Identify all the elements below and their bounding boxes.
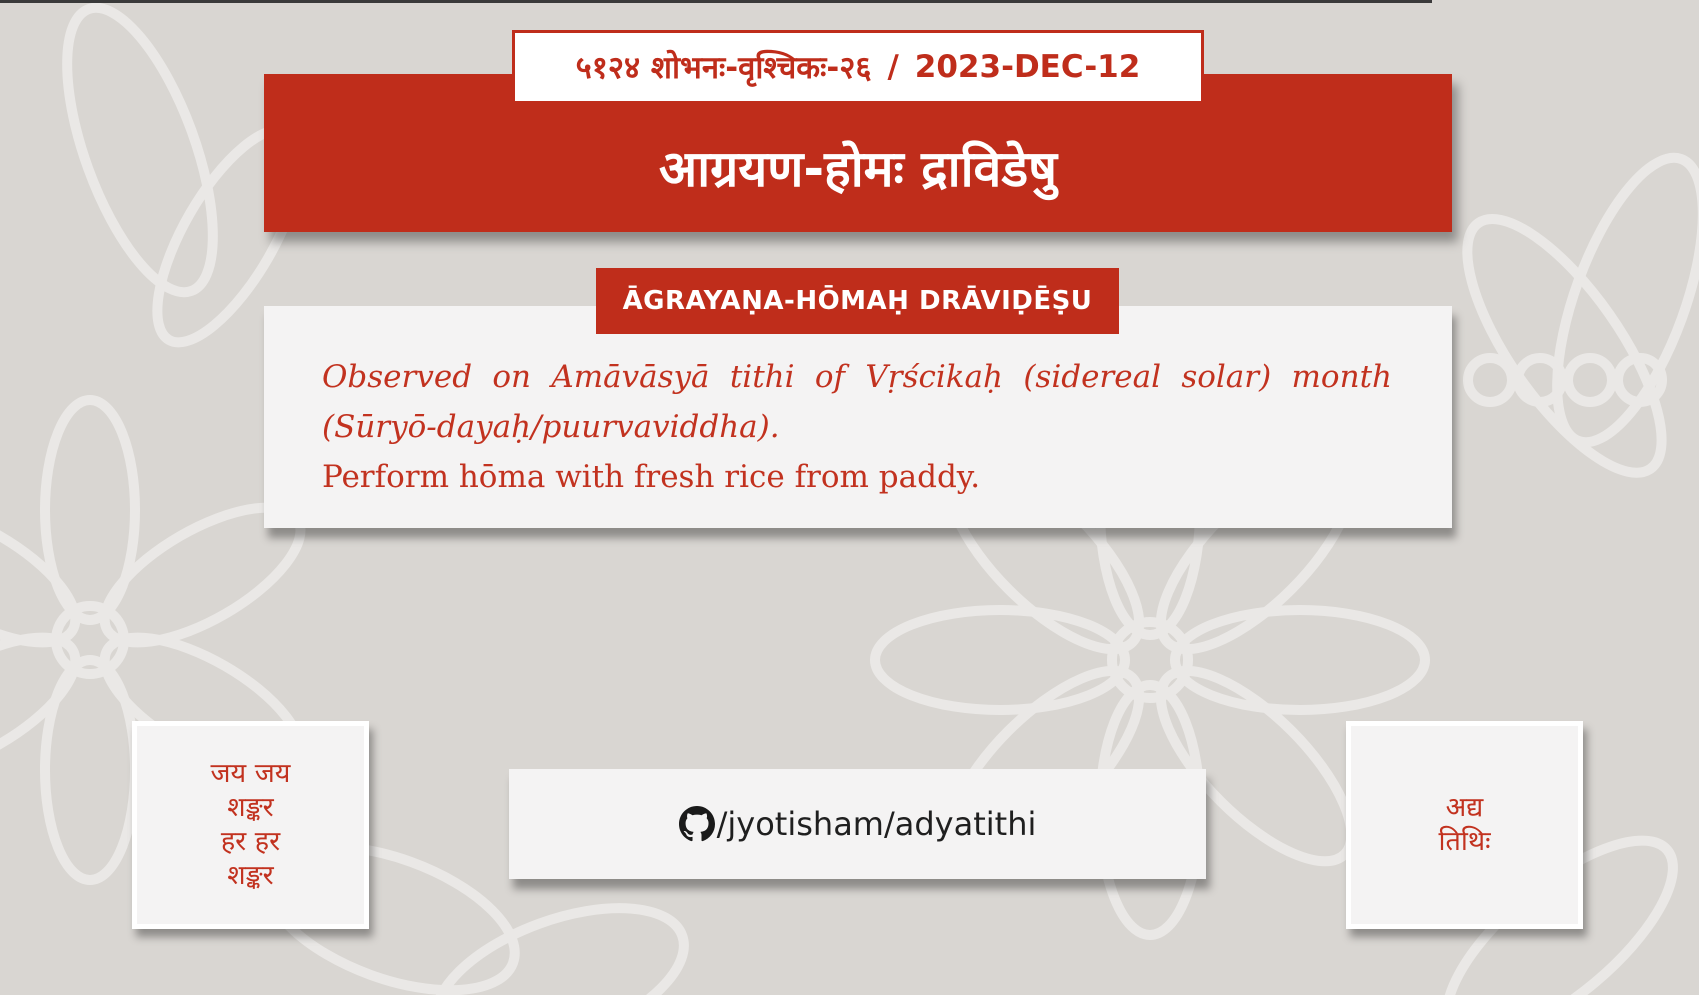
repo-link[interactable] xyxy=(509,769,1206,879)
greeting-line: शङ्कर xyxy=(227,792,274,823)
top-rule xyxy=(0,0,1432,3)
repo-path[interactable]: /jyotisham/adyatithi xyxy=(716,805,1037,843)
greeting-line: हर हर xyxy=(220,826,281,857)
instruction-text: Perform hōma with fresh rice from paddy. xyxy=(322,459,981,495)
tithi-line: तिथिः xyxy=(1438,826,1491,857)
date-separator: / xyxy=(887,49,899,85)
greeting-line: शङ्कर xyxy=(227,860,274,891)
greeting-card xyxy=(132,721,369,929)
transliteration-tag: ĀGRAYAṆA-HŌMAḤ DRĀVIḌĒṢU xyxy=(596,268,1119,334)
page-title: आग्रयण-होमः द्राविडेषु xyxy=(658,140,1057,198)
gregorian-date: 2023-DEC-12 xyxy=(914,49,1141,85)
today-tithi-card xyxy=(1346,721,1583,929)
date-tag xyxy=(512,30,1204,104)
description-text xyxy=(322,352,1392,502)
tithi-line: अद्य xyxy=(1445,792,1484,823)
observance-text: Observed on Amāvāsyā tithi of Vṛścikaḥ (sidereal solar) month (Sūryō-dayaḥ/puurvaviddha). xyxy=(322,359,1392,445)
greeting-line: जय जय xyxy=(210,758,291,789)
github-icon xyxy=(679,806,715,842)
native-date: ५१२४ शोभनः-वृश्चिकः-२६ xyxy=(575,50,872,86)
